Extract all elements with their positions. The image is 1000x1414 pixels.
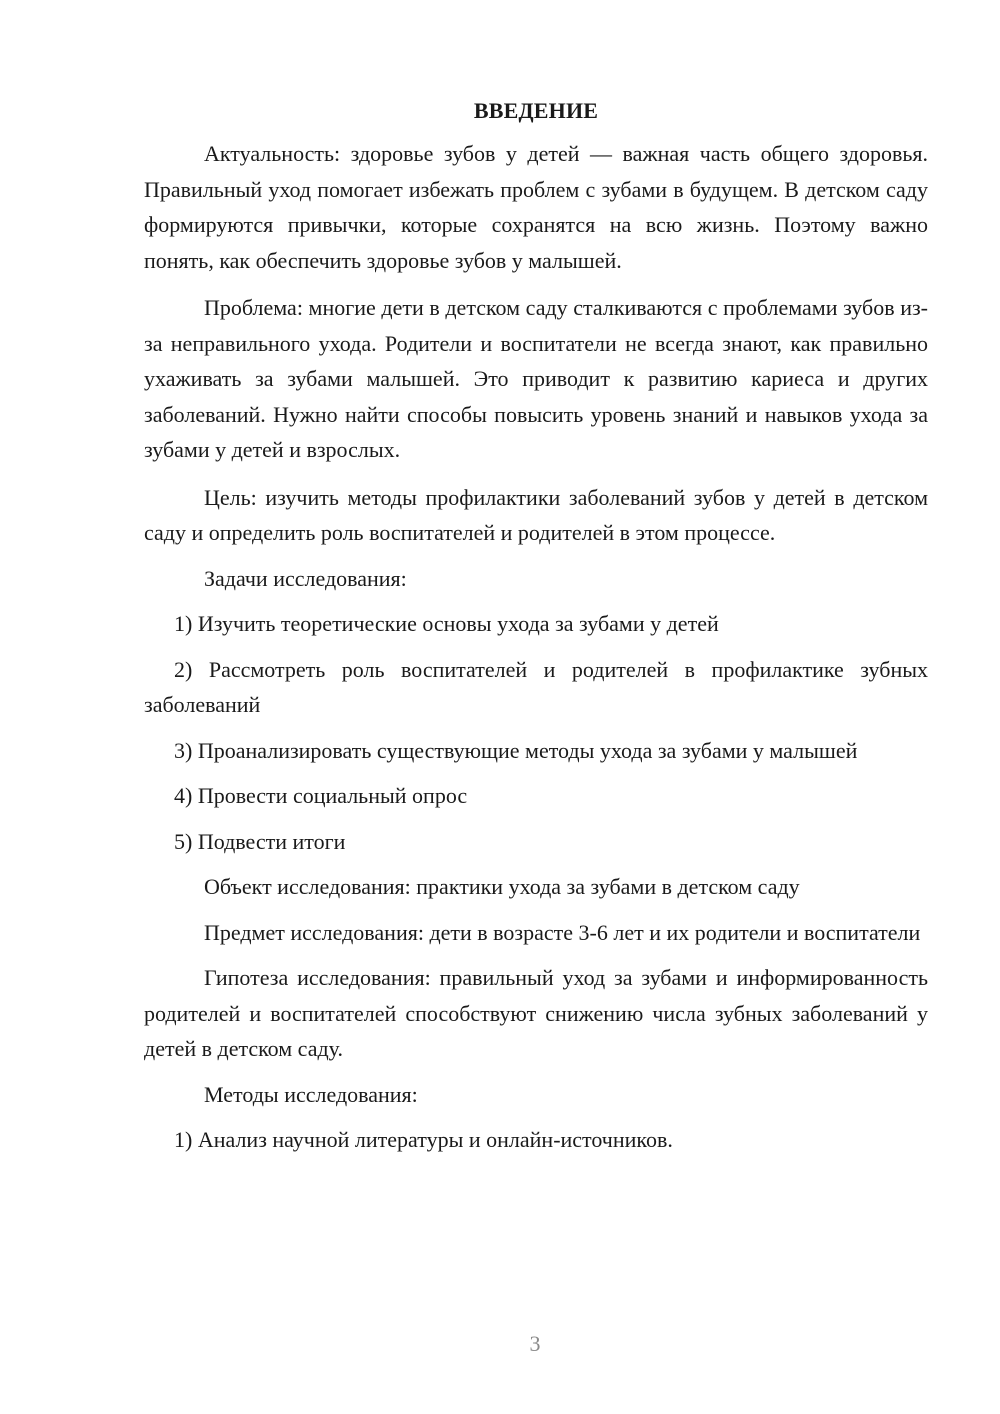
goal-paragraph: Цель: изучить методы профилактики заболеваний зубов у детей в детском саду и определить роль воспитателей и родителей в этом процессе. [144, 484, 928, 545]
task-item: 1) Изучить теоретические основы ухода за зубами у детей [174, 611, 719, 636]
page-number: 3 [529, 1331, 541, 1356]
methods-heading: Методы исследования: [204, 1081, 418, 1107]
problem-paragraph: Проблема: многие дети в детском саду сталкиваются с проблемами зубов из-за неправильного ухода. Родители и воспитатели не всегда знают, как правильно ухаживать за зубами малышей. Это приводит к развитию кариеса и других заболеваний. Нужно найти способы повысить уровень знаний и навыков ухода за зубами у детей и взрослых. [144, 295, 928, 462]
relevance-paragraph: Актуальность: здоровье зубов у детей — важная часть общего здоровья. Правильный уход помогает избежать проблем с зубами в будущем. В детском саду формируются привычки, которые сохранятся на всю жизнь. Поэтому важно понять, как обеспечить здоровье зубов у малышей. [144, 141, 928, 273]
object-paragraph: Объект исследования: практики ухода за зубами в детском саду [204, 874, 800, 899]
hypothesis-paragraph: Гипотеза исследования: правильный уход за зубами и информированность родителей и воспитателей способствуют снижению числа зубных заболеваний у детей в детском саду. [144, 965, 928, 1061]
page-content [144, 94, 928, 1158]
subject-paragraph: Предмет исследования: дети в возрасте 3-6 лет и их родители и воспитатели [204, 919, 921, 945]
task-item: 3) Проанализировать существующие методы ухода за зубами у малышей [174, 737, 858, 763]
task-item: 4) Провести социальный опрос [174, 783, 468, 808]
task-item: 5) Подвести итоги [174, 828, 346, 854]
tasks-heading: Задачи исследования: [204, 565, 407, 591]
section-title: ВВЕДЕНИЕ [473, 98, 599, 123]
method-item: 1) Анализ научной литературы и онлайн-источников. [174, 1127, 673, 1152]
task-item: 2) Рассмотреть роль воспитателей и родителей в профилактике зубных заболеваний [144, 656, 928, 717]
